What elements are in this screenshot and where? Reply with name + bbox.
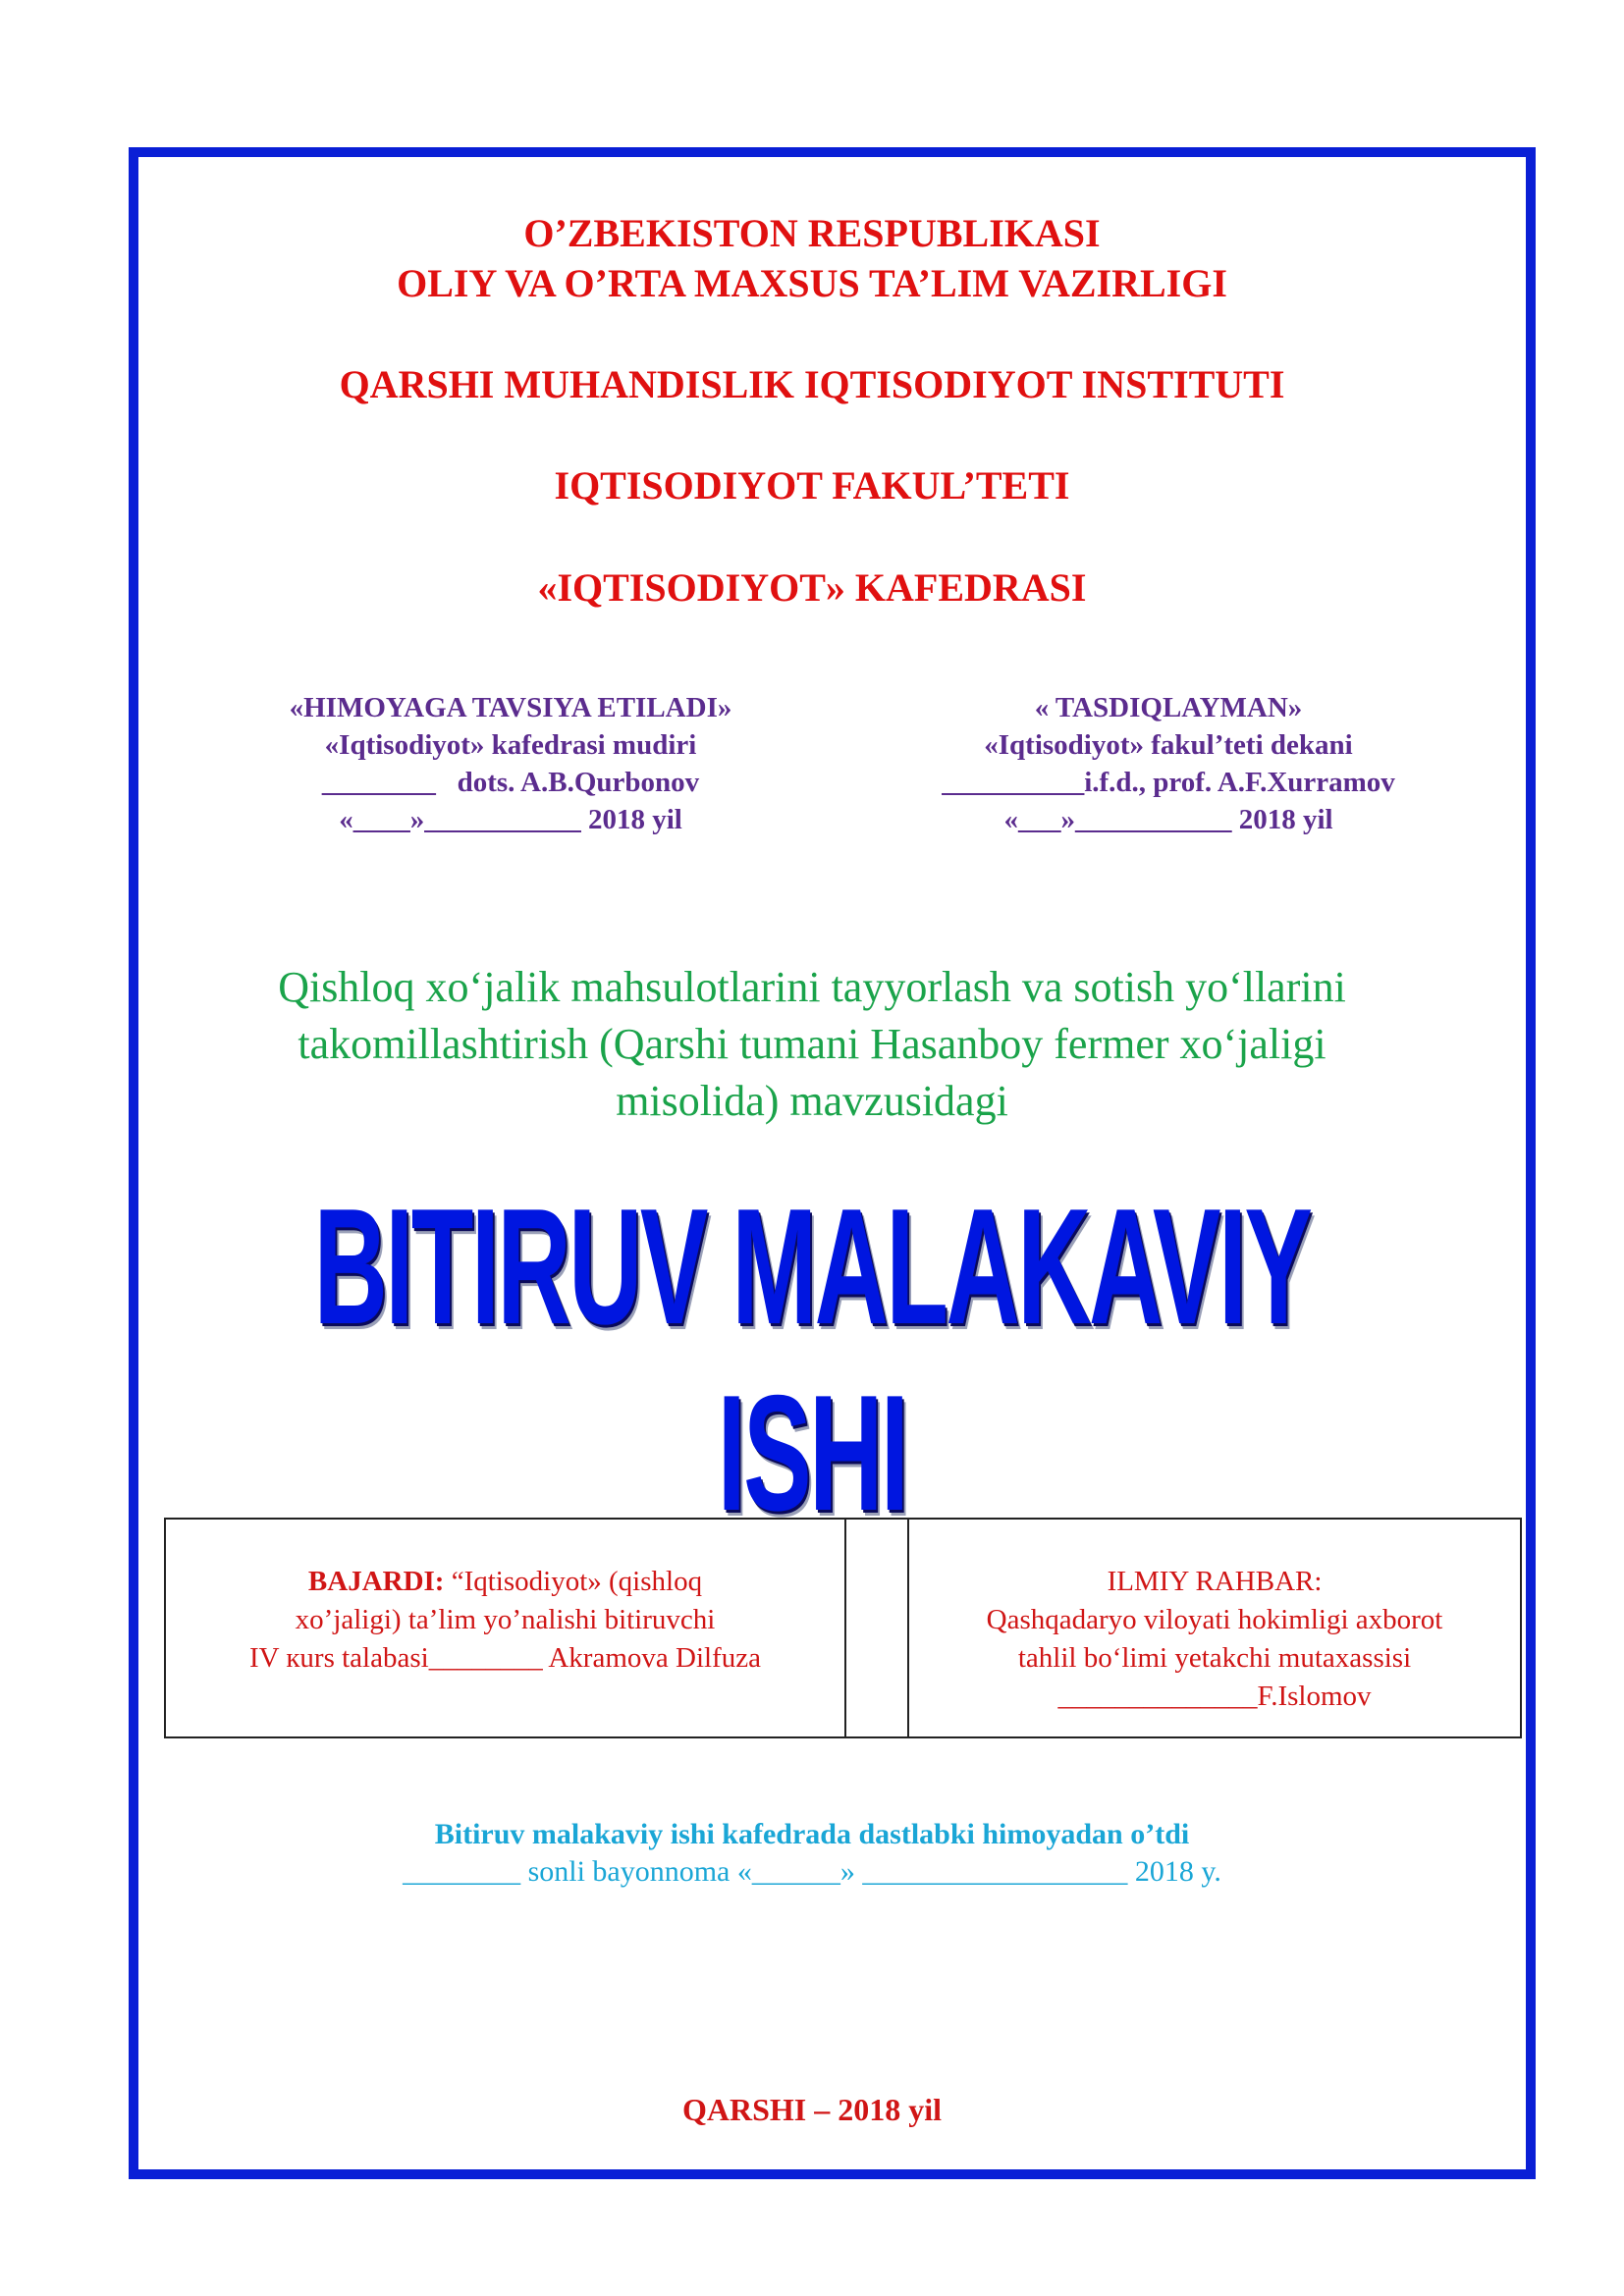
header-department: «IQTISODIYOT» KAFEDRASI [537,565,1087,610]
header-republic: O’ZBEKISTON RESPUBLIKASI [523,211,1101,255]
header-ministry: OLIY VA O’RTA MAXSUS TA’LIM VAZIRLIGI [397,261,1227,305]
supervisor-box [907,1518,1522,1738]
header-faculty: IQTISODIYOT FAKUL’TETI [554,463,1070,507]
supervisor-position: tahlil bo‘limi yetakchi mutaxassisi [1017,1642,1412,1674]
topic-line-3: misolida) mavzusidagi [616,1077,1008,1125]
approval-right-signature: __________i.f.d., prof. A.F.Xurramov [942,767,1395,798]
work-title: BITIRUV MALAKAVIY ISHI [313,1174,1311,1545]
approval-left-date: «____»___________ 2018 yil [339,804,682,835]
supervisor-org: Qashqadaryo viloyati hokimligi axborot [986,1604,1443,1635]
approval-left-heading: «HIMOYAGA TAVSIYA ETILADI» [289,692,732,723]
approval-right-block [884,689,1453,838]
topic-line-2: takomillashtirish (Qarshi tumani Hasanboy fermer xo‘jaligi [298,1020,1326,1068]
performed-line-1-text: “Iqtisodiyot» (qishloq [444,1566,703,1597]
performed-line-1 [166,1563,844,1601]
approval-right-position: «Iqtisodiyot» fakul’teti dekani [984,729,1353,761]
performed-box [164,1518,846,1738]
defense-line-1: Bitiruv malakaviy ishi kafedrada dastlabki himoyadan o’tdi [434,1818,1190,1850]
table-spacer-cell [844,1518,909,1738]
approval-left-position: «Iqtisodiyot» kafedrasi mudiri [324,729,697,761]
approval-right-heading: « TASDIQLAYMAN» [1034,692,1303,723]
topic-line-1: Qishloq xo‘jalik mahsulotlarini tayyorlash va sotish yo‘llarini [278,963,1346,1011]
performed-line-3: IV кurs talabasi________ Akramova Dilfuza [249,1642,761,1674]
approval-left-signature: ________ dots. A.B.Qurbonov [321,767,700,798]
defense-line-2: ________ sonli bayonnoma «______» __________________ 2018 y. [403,1855,1221,1888]
approval-left-block [226,689,795,838]
performed-line-2: xo’jaligi) ta’lim yo’nalishi bitiruvchi [295,1604,716,1635]
supervisor-name: ______________F.Islomov [1057,1681,1372,1712]
approval-right-date: «___»___________ 2018 yil [1003,804,1333,835]
footer-city-year: QARSHI – 2018 yil [681,2092,943,2127]
supervisor-heading: ILMIY RAHBAR: [1107,1566,1323,1597]
performed-label: BAJARDI: [307,1566,445,1597]
header-institute: QARSHI MUHANDISLIK IQTISODIYOT INSTITUTI [339,362,1285,406]
